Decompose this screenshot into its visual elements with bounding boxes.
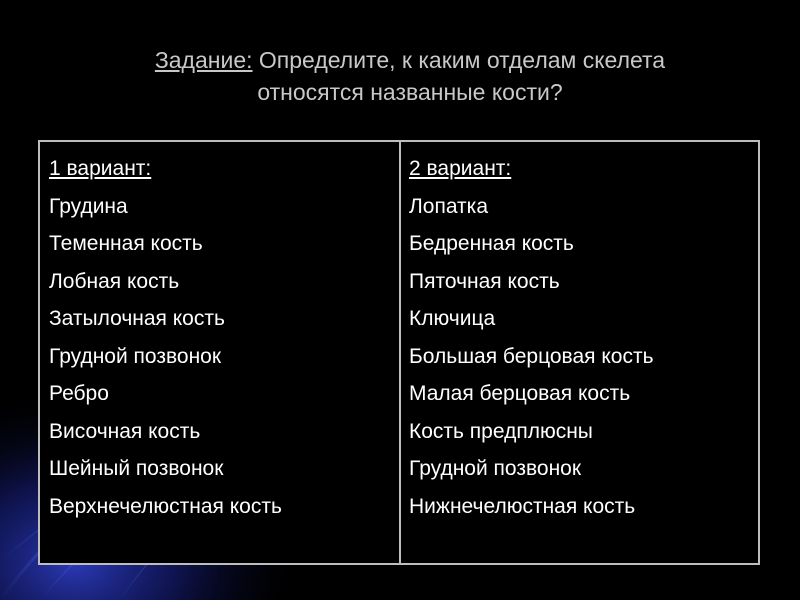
bone-item: Лобная кость [49,269,180,293]
bone-item: Грудной позвонок [409,457,582,480]
task-title [60,44,760,108]
bone-item: Бедренная кость [409,232,574,255]
bone-item: Шейный позвонок [49,457,224,480]
bone-item: Нижнечелюстная кость [409,494,636,518]
variant-1-column [40,142,401,563]
variant-2-bone-list [409,188,758,526]
bone-item: Грудной позвонок [49,344,222,368]
variant-2-column [401,142,758,563]
bone-item: Большая берцовая кость [409,344,654,368]
bone-item: Пяточная кость [409,269,560,293]
bone-item: Верхнечелюстная кость [49,494,282,518]
task-text-line2: относятся названные кости? [257,79,563,105]
bone-item: Кость предплюсны [409,419,593,443]
bone-item: Ребро [49,382,109,405]
bone-item: Грудина [49,194,128,218]
bone-item: Височная кость [49,419,201,443]
bone-item: Малая берцовая кость [409,382,631,405]
task-text-line1: Определите, к каким отделам скелета [252,47,666,73]
variants-table [38,140,760,565]
bone-item: Лопатка [409,194,488,218]
bone-item: Теменная кость [49,232,203,255]
variant-1-heading: 1 вариант: [49,157,152,180]
variant-2-heading: 2 вариант: [409,157,512,180]
task-label: Задание: [154,47,253,73]
bone-item: Ключица [409,307,496,330]
bone-item: Затылочная кость [49,307,225,330]
variant-1-bone-list [49,188,399,526]
